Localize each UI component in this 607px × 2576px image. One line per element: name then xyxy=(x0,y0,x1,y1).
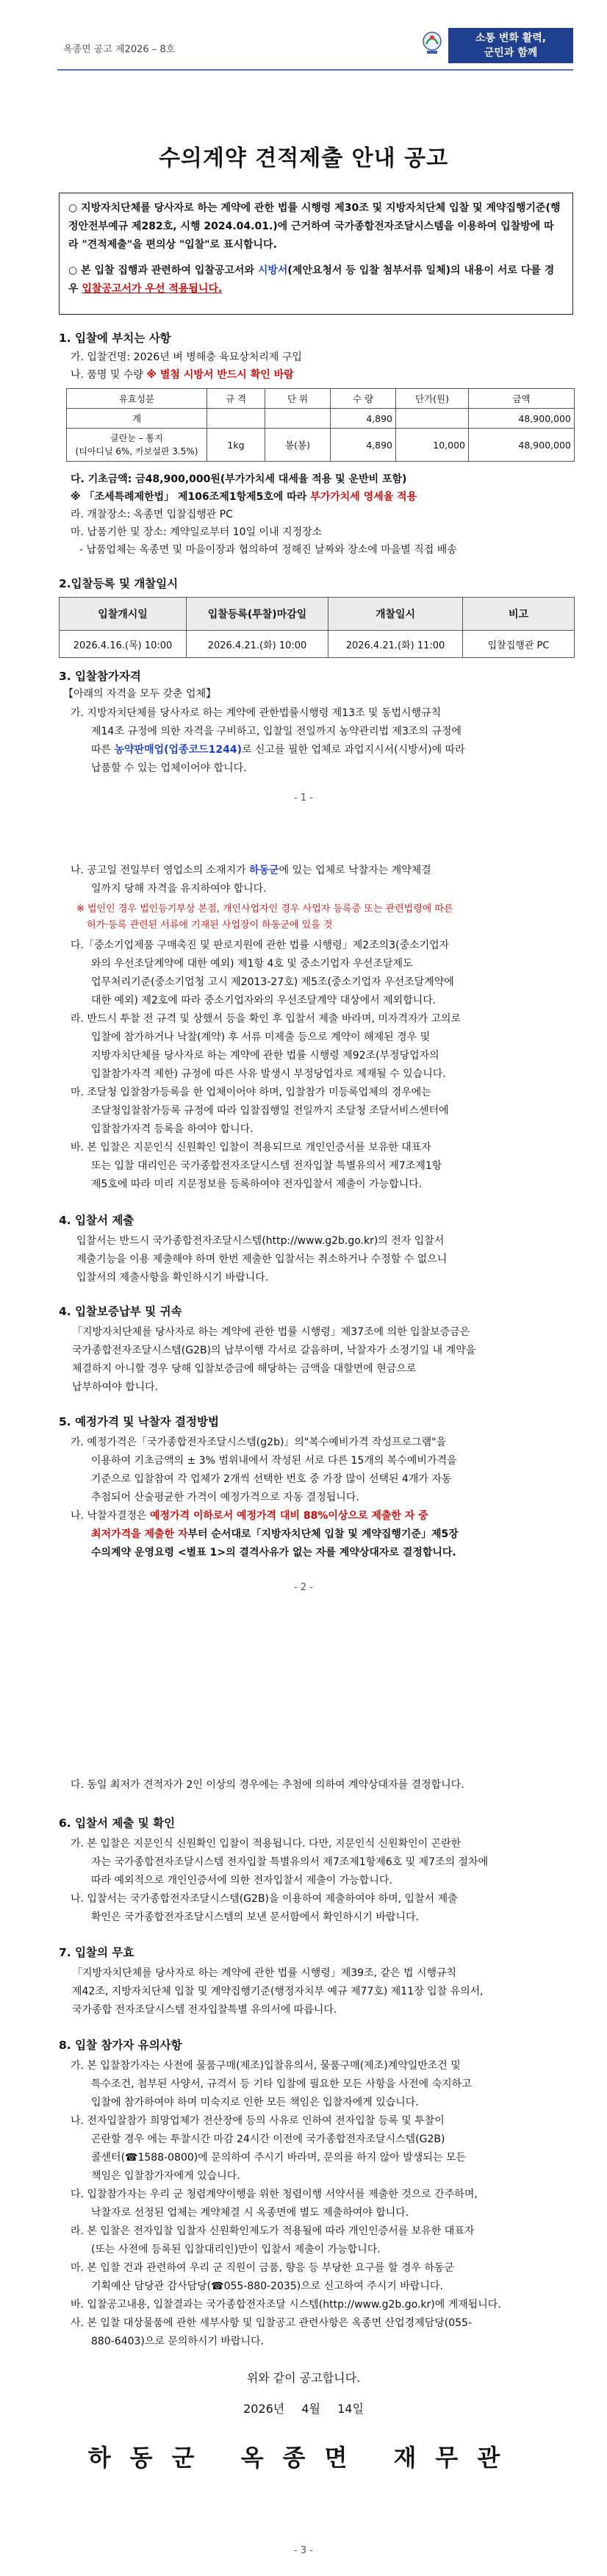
section-3-na-note: 허가·등록 관련된 서류에 기재된 사업장이 하동군에 있을 것 xyxy=(87,920,333,931)
section-4-heading: 4. 입찰서 제출 xyxy=(59,1214,134,1227)
section-9-line: 바. 입찰공고내용, 입찰결과는 국가종합전자조달 시스템(http://www.g2b.go.kr)에 게재됩니다. xyxy=(71,2299,501,2311)
intro-paragraph-2 xyxy=(68,262,564,298)
section-7-ga-line: 가. 본 입찰은 지문인식 신원확인 입찰이 적용됩니다. 다만, 지문인식 신원확인이 곤란한 xyxy=(71,1838,461,1850)
section-6-na-line xyxy=(91,1525,459,1544)
table-cell: 10,000 xyxy=(396,429,469,462)
section-8-line: 「지방자치단체를 당사자로 하는 계약에 관한 법률 시행령」제39조, 같은 법 시행규칙 xyxy=(72,1967,457,1979)
section-5-line: 납부하여야 합니다. xyxy=(72,1381,159,1393)
section-3-ma-line: 입찰참가자격 등록을 하여야 합니다. xyxy=(91,1123,254,1135)
section-9-line: 다. 입찰참가자는 우리 군 청렴계약이행을 위한 청렴이행 서약서를 제출한 것으로 간주하며, xyxy=(71,2189,478,2200)
schedule-row xyxy=(60,631,575,658)
award-rule-highlight: 최저가격을 제출한 자 xyxy=(91,1528,188,1540)
table-cell: 48,900,000 xyxy=(469,409,575,429)
section-3-ga-line: 납품할 수 있는 업체이어야 합니다. xyxy=(91,762,247,774)
hadong-logo-icon xyxy=(421,29,443,56)
section-9-heading: 8. 입찰 참가자 유의사항 xyxy=(59,2039,182,2052)
section-4-line: 입찰서의 제출사항을 확인하시기 바랍니다. xyxy=(76,1272,269,1284)
table-cell xyxy=(396,409,469,429)
closing-date-year: 2026년 xyxy=(243,2402,285,2416)
table-cell: 2026.4.16.(목) 10:00 xyxy=(60,631,187,658)
section-8-line: 제42조, 지방자치단체 입찰 및 계약집행기준(행정자치부 예규 제77호) 제11장 입찰 유의서, xyxy=(72,1986,484,1997)
section-3-da-line: 업무처리기준(중소기업청 고시 제2013-27호) 제5조(중소기업자 우선조달계약에 xyxy=(91,976,454,988)
section-5-line: 국가종합전자조달시스템(G2B)의 납부이행 각서로 갈음하며, 낙찰자가 소정기일 내 계약을 xyxy=(72,1345,476,1356)
section-6-heading: 5. 예정가격 및 낙찰자 결정방법 xyxy=(59,1415,219,1428)
table-cell: 입찰집행관 PC xyxy=(463,631,575,658)
table-cell: 봉(봉) xyxy=(265,429,331,462)
intro-spec-text: 시방서 xyxy=(257,265,288,276)
section-9-line: 곤란할 경우 에는 투찰시간 마감 24시간 이전에 국가종합전자조달시스템(G2B) xyxy=(91,2133,445,2145)
section-9-line: 낙찰자로 선정된 업체는 계약체결 시 옥종면에 별도 제출하여야 합니다. xyxy=(91,2207,409,2219)
section-6-text: 나. 낙찰자결정은 xyxy=(71,1510,151,1522)
section-6-na-line xyxy=(71,1507,428,1525)
page-number: - 1 - xyxy=(294,793,313,804)
section-3-na-line: 일까지 당해 자격을 유지하여야 합니다. xyxy=(91,883,267,895)
section-1-ma: 마. 납품기한 및 장소: 계약일로부터 10일 이내 지정장소 xyxy=(71,526,323,538)
table-cell xyxy=(207,409,265,429)
section-3-text: 에 있는 업체로 낙찰자는 계약체결 xyxy=(279,865,431,876)
items-table-item-row xyxy=(67,429,575,462)
table-header-cell: 입찰등록(투찰)마감일 xyxy=(187,598,328,631)
section-9-line: 880-6403)으로 문의하시기 바랍니다. xyxy=(91,2336,264,2347)
section-1-na-note: ※ 별첨 시방서 반드시 확인 바람 xyxy=(146,369,294,381)
section-3-da-line: 대한 예외) 제2호에 따라 중소기업자와의 우선조달계약 대상에서 제외합니다. xyxy=(91,995,437,1006)
intro-priority-text: 입찰공고서가 우선 적용됩니다. xyxy=(82,283,223,295)
base-price-text: 다. 기초금액: 금48,900,000원(부가가치세 xyxy=(71,473,279,485)
section-7-na-line: 확인은 국가종합전자조달시스템의 보낸 문서함에서 확인하시기 바랍니다. xyxy=(91,1911,419,1923)
section-6-text: 부터 순서대로「지방자치단체 입찰 및 계약집행기준」제5장 xyxy=(187,1528,459,1540)
section-7-ga-line: 따라 예외적으로 개인인증서에 의한 전자입찰서 제출이 가능합니다. xyxy=(91,1875,392,1886)
section-3-ga-line: 가. 지방자치단체를 당사자로 하는 계약에 관한법률시행령 제13조 및 동법시행규칙 xyxy=(71,707,442,719)
section-9-line: 마. 본 입찰 건과 관련하여 우리 군 직원이 금품, 향응 등 부당한 요구를 할 경우 하동군 xyxy=(71,2262,454,2274)
section-3-ra-line: 지방자치단체를 당사자로 하는 계약에 관한 법률 시행령 제92조(부정당업자의 xyxy=(91,1050,439,1062)
notice-number: 옥종면 공고 제2026 – 8호 xyxy=(63,44,176,55)
schedule-table xyxy=(59,597,575,658)
items-table xyxy=(66,388,575,462)
section-9-line: 책임은 입찰참가자에게 있습니다. xyxy=(91,2170,240,2182)
intro-paragraph-1: ○ 지방자치단체를 당사자로 하는 계약에 관한 법률 시행령 제30조 및 지방자치단체 입찰 및 계약집행기준(행정안전부예규 제282호, 시행 2024.04.01.)에 근거하여 국가종합전자조달시스템을 이용하여 입찰방에 따라 "견적제출"을 편의상 "입찰"로 표시합니다. xyxy=(68,202,561,251)
slogan-line-2: 군민과 함께 xyxy=(484,47,538,59)
section-3-ga-line xyxy=(91,741,465,759)
table-header-cell: 유효성분 xyxy=(67,389,207,409)
items-table-header-row xyxy=(67,389,575,409)
page-title: 수의계약 견적제출 안내 공고 xyxy=(158,146,449,171)
section-1-ga: 가. 입찰건명: 2026년 벼 병해충 육묘상처리제 구입 xyxy=(71,351,302,363)
section-3-text: 로 신고를 필한 업체로 과업지시서(시방서)에 따라 xyxy=(241,744,465,756)
table-cell xyxy=(265,409,331,429)
intro-text: (제안요청서 등 입찰 첨부서류 일체)의 내용이 서로 다를 경우 xyxy=(68,265,555,295)
section-6-ga-line: 가. 예정가격은「국가종합전자조달시스템(g2b)」의"복수예비가격 작성프로그램"을 xyxy=(71,1437,447,1448)
table-header-cell: 수 량 xyxy=(331,389,396,409)
section-6-ga-line: 추첨되어 산술평균한 가격이 예정가격으로 자동 결정됩니다. xyxy=(91,1492,359,1503)
table-header-cell: 규 격 xyxy=(207,389,265,409)
section-9-line: 기획예산 담당관 감사담당(☎055-880-2035)으로 신고하여 주시기 바랍니다. xyxy=(91,2280,443,2292)
section-3-ra-line: 입찰참가자격 제한) 규정에 따른 사유 발생시 부정당업자로 제재될 수 있습니다. xyxy=(91,1068,446,1080)
intro-text: ○ 본 입찰 집행과 관련하여 입찰공고서와 xyxy=(68,265,258,276)
section-6-da-line: 다. 동일 최저가 견적자가 2인 이상의 경우에는 추첨에 의하여 계약상대자를 결정합니다. xyxy=(71,1779,464,1791)
page-number: - 3 - xyxy=(294,2545,313,2556)
section-3-lead: 【아래의 자격을 모두 갖춘 업체】 xyxy=(63,688,217,700)
section-5-line: 체결하지 아니할 경우 당해 입찰보증금에 해당하는 금액을 대할면에 현금으로 xyxy=(72,1363,417,1375)
table-cell: 계 xyxy=(67,409,207,429)
table-cell: 48,900,000 xyxy=(469,429,575,462)
section-1-na xyxy=(71,366,294,384)
table-cell: 4,890 xyxy=(331,409,396,429)
section-9-line: 입찰에 참가하여야 하며 미숙지로 인한 모든 책임은 입찰자에게 있습니다. xyxy=(91,2097,419,2108)
section-3-text: 따른 xyxy=(91,744,115,756)
header-divider xyxy=(57,69,573,71)
section-3-na-note: ※ 법인인 경우 법인등기부상 본점, 개인사업자인 경우 사업자 등록증 또는 관련법령에 따른 xyxy=(76,904,453,915)
section-1-ra: 라. 개찰장소: 옥종면 입찰집행관 PC xyxy=(71,509,233,520)
section-7-na-line: 나. 입찰서는 국가종합전자조달시스템(G2B)을 이용하여 제출하여야 하며, 입찰서 제출 xyxy=(71,1893,458,1905)
section-5-heading: 4. 입찰보증납부 및 귀속 xyxy=(59,1305,182,1318)
section-8-heading: 7. 입찰의 무효 xyxy=(59,1946,134,1959)
section-6-ga-line: 기준으로 입찰참여 각 업체가 2개씩 선택한 번호 중 가장 많이 선택된 4개가 자동 xyxy=(91,1473,452,1485)
section-3-na-line xyxy=(71,862,431,880)
section-3-ga-line: 제14조 규정에 의한 자격을 구비하고, 입찰일 전일까지 농약관리법 제3조의 규정에 xyxy=(91,726,461,737)
closing-date-month: 4월 xyxy=(301,2402,320,2416)
business-code-text: 농약판매업(업종코드1244) xyxy=(114,744,242,756)
section-3-ba-line: 또는 입찰 대리인은 국가종합전자조달시스템 전자입찰 특별유의서 제7조제1항 xyxy=(91,1160,442,1172)
slogan-line-1: 소통 변화 활력, xyxy=(475,32,547,44)
tax-note-text: ※ 「조세특례제한법」 제106조제1항제5호에 따라 xyxy=(71,491,311,503)
closing-line: 위와 같이 공고합니다. xyxy=(246,2371,361,2385)
section-1-na-text: 나. 품명 및 수량 xyxy=(71,369,147,381)
section-3-heading: 3. 입찰참가자격 xyxy=(59,670,141,683)
section-9-line: 가. 본 입찰참가자는 사전에 물품구매(제조)입찰유의서, 물품구매(제조)계약일반조건 및 xyxy=(71,2060,461,2072)
section-1-note xyxy=(71,488,417,507)
section-3-da-line: 와의 우선조달계약에 대한 예외) 제1항 4호 및 중소기업자 우선조달제도 xyxy=(91,958,413,970)
schedule-header-row xyxy=(60,598,575,631)
table-cell: 2026.4.21.(화) 10:00 xyxy=(187,631,328,658)
section-6-na-line: 수의계약 운영요령 <별표 1>의 결격사유가 없는 자를 계약상대자로 결정합니다. xyxy=(91,1547,456,1559)
section-3-ba-line: 제5호에 따라 미리 지문정보를 등록하여야 전자입찰서 제출이 가능합니다. xyxy=(91,1178,423,1190)
section-3-ba-line: 바. 본 입찰은 지문인식 신원확인 입찰이 적용되므로 개인인증서를 보유한 대표자 xyxy=(71,1142,431,1153)
items-table-total-row xyxy=(67,409,575,429)
table-cell: 2026.4.21.(화) 11:00 xyxy=(328,631,463,658)
section-3-ma-line: 조달청입찰참가등록 규정에 따라 입찰집행일 전일까지 조달청 조달서비스센터에 xyxy=(91,1105,449,1117)
section-1-heading: 1. 입찰에 부치는 사항 xyxy=(59,332,171,345)
page-number: - 2 - xyxy=(294,1582,313,1593)
section-9-line: 사. 본 입찰 대상물품에 관한 세부사항 및 입찰공고 관련사항은 옥종면 산업경제담당(055- xyxy=(71,2317,473,2329)
section-3-ma-line: 마. 조달청 입찰참가등록을 한 업체이어야 하며, 입찰참가 미등록업체의 경우에는 xyxy=(71,1087,431,1098)
section-9-line: (또는 사전에 등록된 입찰대리인)만이 입찰서 제출이 가능합니다. xyxy=(91,2244,381,2255)
slogan-badge xyxy=(448,28,573,63)
section-1-da xyxy=(71,471,406,489)
section-9-line: 나. 전자입찰참가 희망업체가 전산장애 등의 사유로 인하여 전자입찰 등록 및 투찰이 xyxy=(71,2115,445,2127)
section-7-ga-line: 자는 국가종합전자조달시스템 전자입찰 특별유의서 제7조제1항제6호 및 제7조의 절차에 xyxy=(91,1856,489,1868)
table-header-cell: 단가(원) xyxy=(396,389,469,409)
closing-date xyxy=(0,2400,607,2416)
section-9-line: 라. 본 입찰은 전자입찰 입찰자 신원확인제도가 적용될에 따라 개인인증서를 보유한 대표자 xyxy=(71,2225,475,2237)
section-6-ga-line: 이용하여 기초금액의 ± 3% 범위내에서 작성된 서로 다른 15개의 복수예비가격을 xyxy=(91,1455,457,1467)
table-cell: 4,890 xyxy=(331,429,396,462)
section-1-ma-sub: - 납품업체는 옥종면 및 마을이장과 협의하여 정해진 날짜와 장소에 마을별 직접 배송 xyxy=(79,544,457,556)
section-5-line: 「지방자치단체를 당사자로 하는 계약에 관한 법률 시행령」제37조에 의한 입찰보증금은 xyxy=(72,1326,470,1338)
section-4-line: 제출기능을 이용 제출해야 하며 한번 제출한 입찰서는 취소하거나 수정할 수 없으니 xyxy=(76,1253,448,1265)
section-3-da-line: 다.「중소기업제품 구매촉진 및 판로지원에 관한 법률 시행령」제2조의3(중소기업자 xyxy=(71,940,450,951)
table-header-cell: 단 위 xyxy=(265,389,331,409)
section-4-line: 입찰서는 반드시 국가종합전자조달시스템(http://www.g2b.go.kr)의 전자 입찰서 xyxy=(76,1235,445,1247)
section-7-heading: 6. 입찰서 제출 및 확인 xyxy=(59,1817,176,1830)
table-header-cell: 비고 xyxy=(463,598,575,631)
intro-box xyxy=(59,193,573,315)
table-header-cell: 금액 xyxy=(469,389,575,409)
section-3-ra-line: 입찰에 참가하거나 낙찰(계약) 후 서류 미제출 등으로 계약이 해제된 경우 및 xyxy=(91,1031,431,1043)
closing-date-day: 14일 xyxy=(337,2402,364,2416)
issuing-organization: 하동군 옥종면 재무관 xyxy=(87,2444,520,2472)
table-cell: 1kg xyxy=(207,429,265,462)
section-8-line: 국가종합 전자조달시스템 전자입찰특별 유의서에 따릅니다. xyxy=(72,2004,337,2016)
section-3-text: 나. 공고일 전일부터 영업소의 소재지가 xyxy=(71,865,250,876)
table-header-cell: 개찰일시 xyxy=(328,598,463,631)
base-price-text: 대세율 적용 및 운반비 포함) xyxy=(278,473,407,485)
section-3-ra-line: 라. 반드시 투찰 전 규격 및 상했서 등을 확인 후 입찰서 제출 바라며, 미자격자가 고의로 xyxy=(71,1013,461,1025)
section-9-line: 콜센터(☎1588-0800)에 문의하여 주시기 바라며, 문의를 하지 않아 발생되는 모든 xyxy=(91,2152,466,2164)
table-cell: 클란눈 – 통지 (티아디닐 6%, 카보설판 3.5%) xyxy=(67,429,207,462)
table-header-cell: 입찰개시일 xyxy=(60,598,187,631)
award-rule-highlight: 예정가격 이하로서 예정가격 대비 88%이상으로 제출한 자 중 xyxy=(150,1510,428,1522)
section-9-line: 특수조건, 첨부된 사양서, 규격서 등 기타 입찰에 필요한 모든 사항을 사전에 숙지하고 xyxy=(91,2078,472,2090)
section-2-heading: 2.입찰등록 및 개찰일시 xyxy=(59,577,179,590)
tax-note-highlight: 부가가치세 영세율 적용 xyxy=(310,491,417,503)
region-text: 하동군 xyxy=(249,865,279,876)
